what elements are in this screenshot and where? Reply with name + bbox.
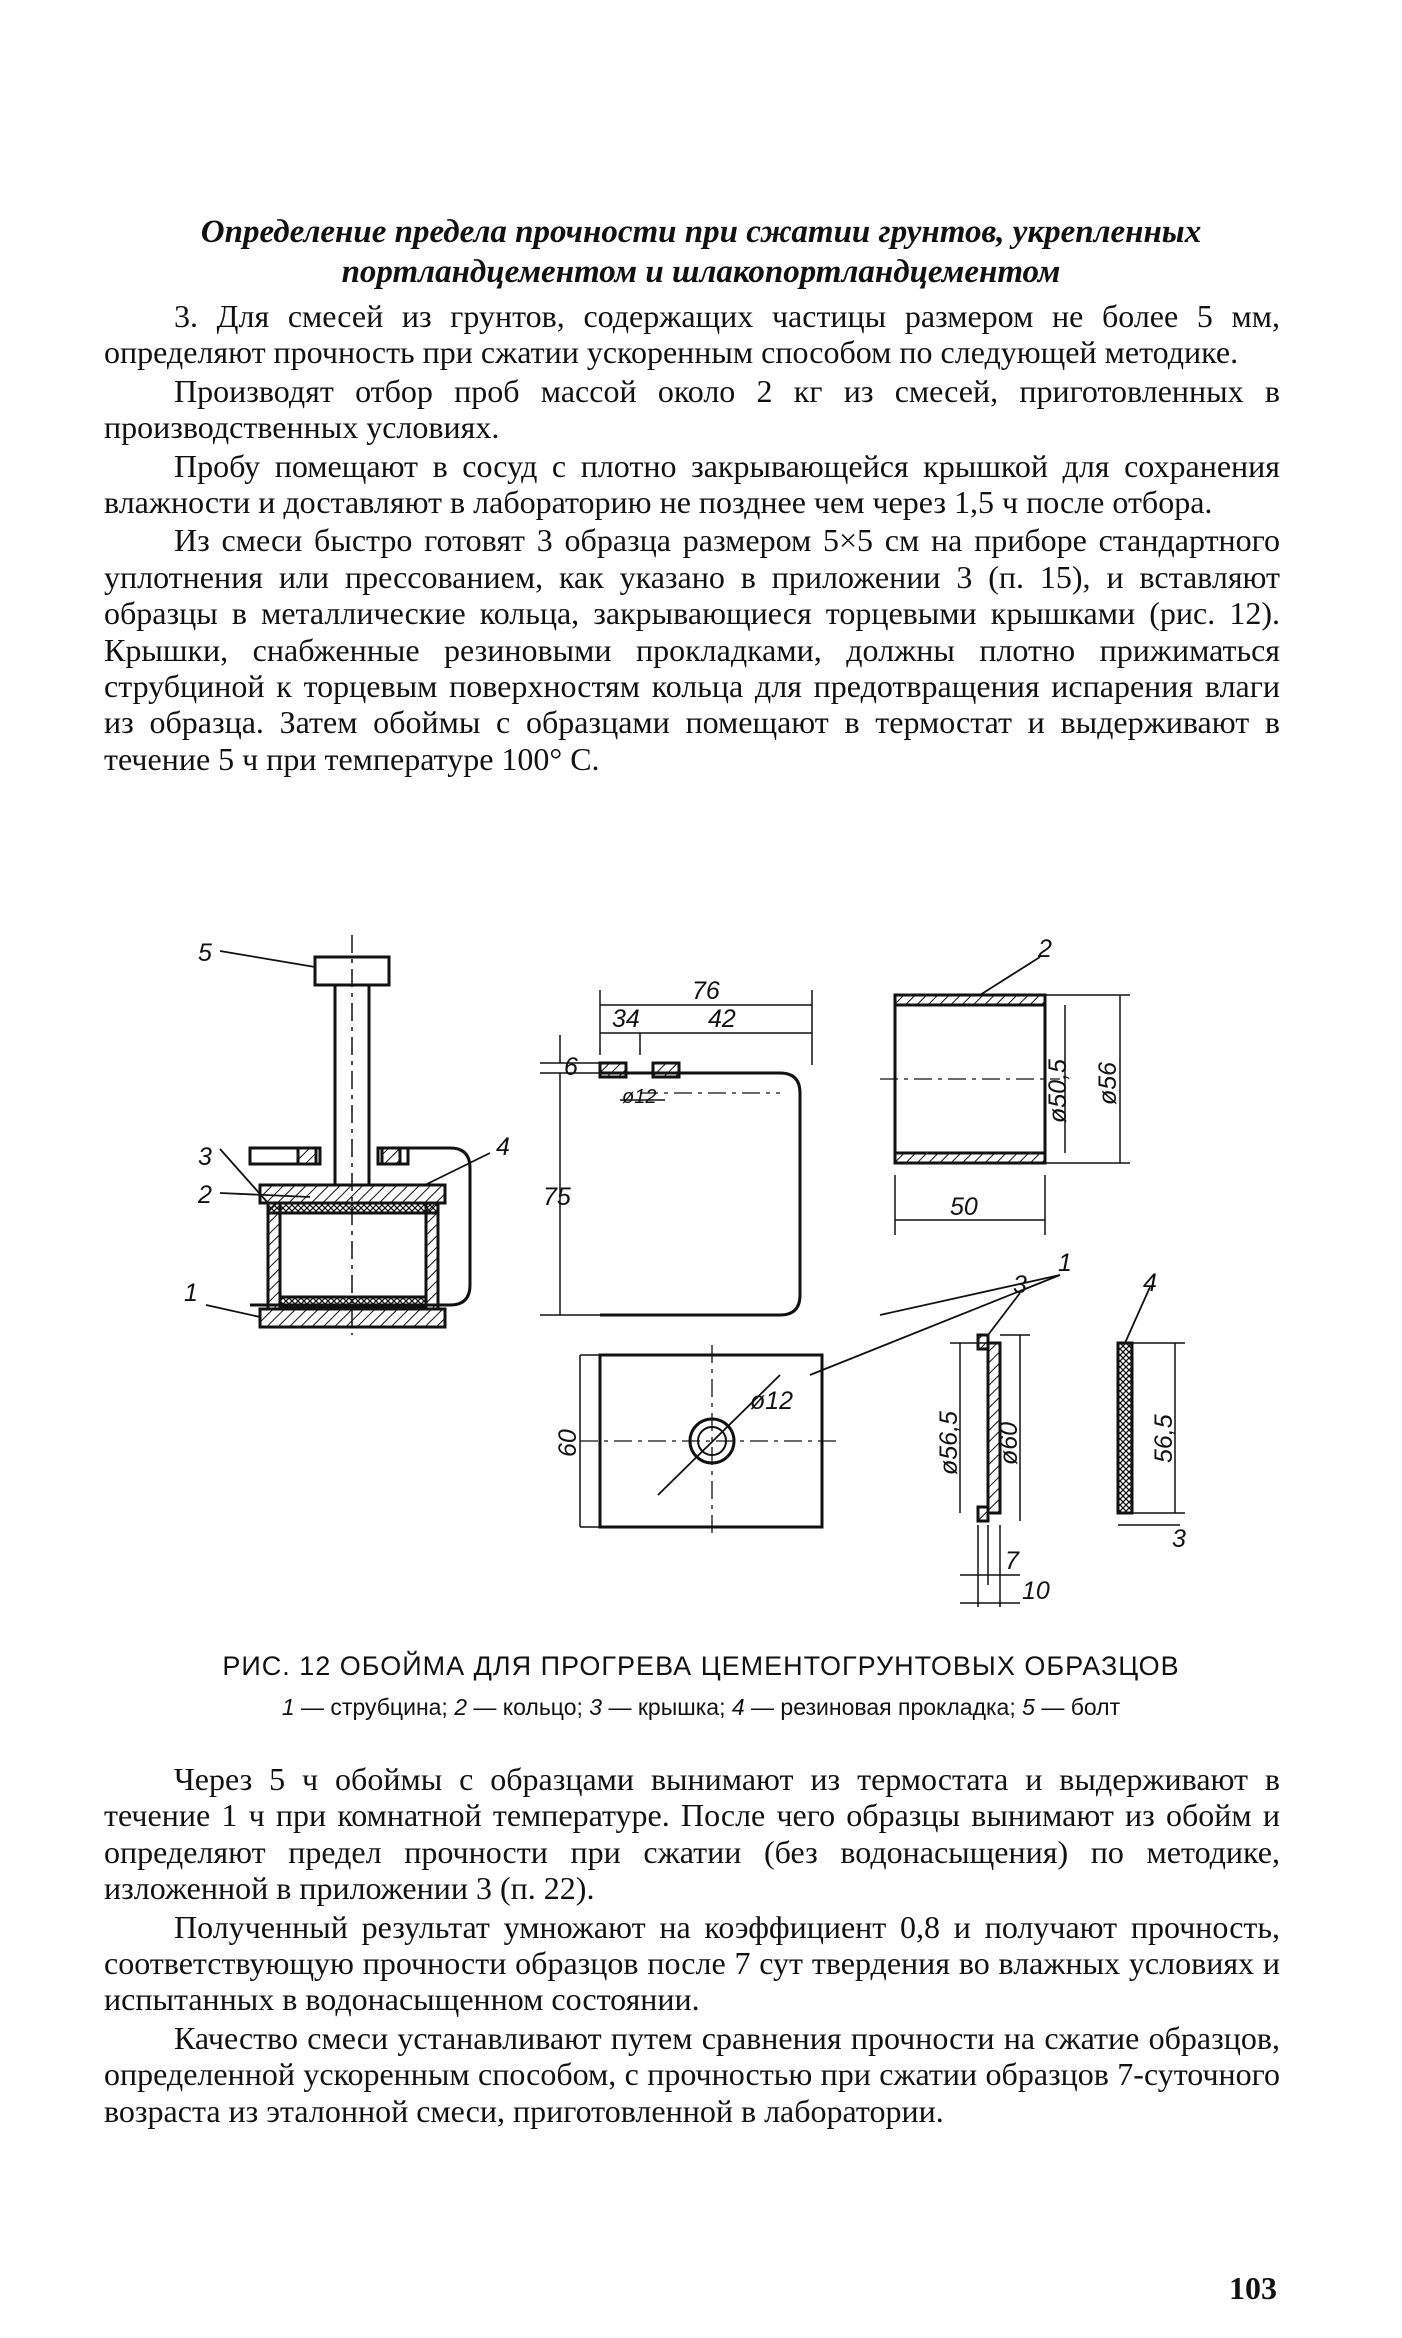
legend-number: 5 xyxy=(1022,1694,1035,1720)
dimension-label: 3 xyxy=(1172,1525,1186,1553)
legend-number: 2 xyxy=(454,1694,468,1720)
paragraph: Полученный результат умножают на коэффициент 0,8 и получают прочность, соответствующую прочности образцов после 7 сут твердения во влажных условиях и испытанных в водонасыщенном состоянии. xyxy=(104,1908,1280,2018)
dimension-label: 10 xyxy=(1022,1577,1050,1605)
callout-4: 4 xyxy=(496,1133,510,1161)
callout-5: 5 xyxy=(198,939,212,967)
callout-2: 2 xyxy=(198,1181,212,1209)
text-block-bottom xyxy=(104,1761,1280,2129)
paragraph: Качество смеси устанавливают путем сравнения прочности на сжатие образцов, определенной ускоренным способом, с прочностью при сжатии образцов 7-суточного возраста из эталонной смеси, приготовленной в лаборатории. xyxy=(104,2019,1280,2129)
callout-3-lid: 3 xyxy=(1013,1271,1027,1299)
callout-4-gasket: 4 xyxy=(1143,1269,1157,1297)
dimension-label: 7 xyxy=(1005,1547,1019,1575)
assembly-view xyxy=(206,935,490,1335)
section-heading xyxy=(60,212,1342,292)
callout-1: 1 xyxy=(184,1279,198,1307)
dimension-label: 34 xyxy=(612,1005,640,1033)
legend-number: 4 xyxy=(731,1694,745,1720)
gasket-view xyxy=(1118,1287,1185,1525)
paragraph: Через 5 ч обоймы с образцами вынимают из термостата и выдерживают в течение 1 ч при комнатной температуре. После чего образцы вынимают из обойм и определяют предел прочности при сжатии (без водонасыщения) по методике, изложенной в приложении 3 (п. 22). xyxy=(104,1761,1280,1907)
dimension-label: 76 xyxy=(692,977,720,1005)
dimension-label: 42 xyxy=(708,1005,736,1033)
section-heading-line-1: Определение предела прочности при сжатии грунтов, укрепленных xyxy=(200,214,1202,250)
legend-text: — резиновая прокладка; xyxy=(744,1694,1023,1720)
section-heading-line-2: портландцементом и шлакопортландцементом xyxy=(341,254,1061,290)
ring-view xyxy=(880,957,1130,1235)
technical-drawing xyxy=(160,935,1260,1625)
dimension-label: 56,5 xyxy=(1150,1414,1178,1463)
page-number: 103 xyxy=(1229,2270,1277,2306)
legend-text: — крышка; xyxy=(602,1694,732,1720)
dimension-label: ø50,5 xyxy=(1044,1059,1072,1123)
figure-caption-legend xyxy=(100,1694,1302,1721)
paragraph: Пробу помещают в сосуд с плотно закрывающейся крышкой для сохранения влажности и доставляют в лабораторию не позднее чем через 1,5 ч после отбора. xyxy=(104,447,1280,521)
paragraph: Производят отбор проб массой около 2 кг из смесей, приготовленных в производственных условиях. xyxy=(104,372,1280,446)
figure-12 xyxy=(160,935,1260,1625)
paragraph: 3. Для смесей из грунтов, содержащих частицы размером не более 5 мм, определяют прочность при сжатии ускоренным способом по следующей методике. xyxy=(104,298,1280,371)
dimension-label: ø60 xyxy=(995,1421,1023,1465)
callout-2-ring: 2 xyxy=(1038,935,1052,963)
legend-number: 1 xyxy=(281,1694,295,1720)
clamp-front-view xyxy=(540,990,812,1315)
dimension-label: ø56,5 xyxy=(935,1411,963,1475)
dimension-label: ø56 xyxy=(1094,1061,1122,1105)
dimension-label: 50 xyxy=(950,1193,978,1221)
dimension-label: ø12 xyxy=(622,1086,657,1108)
dimension-label: ø12 xyxy=(750,1387,794,1415)
callout-3: 3 xyxy=(198,1143,212,1171)
legend-text: — болт xyxy=(1034,1694,1121,1720)
dimension-label: 60 xyxy=(554,1429,582,1457)
text-block-top xyxy=(104,298,1280,777)
legend-text: — кольцо; xyxy=(467,1694,590,1720)
figure-caption-title: РИС. 12 ОБОЙМА ДЛЯ ПРОГРЕВА ЦЕМЕНТОГРУНТОВЫХ ОБРАЗЦОВ xyxy=(222,1651,1180,1681)
dimension-label: 75 xyxy=(543,1183,571,1211)
callout-1-clamp: 1 xyxy=(1058,1249,1072,1277)
legend-text: — струбцина; xyxy=(294,1694,455,1720)
dimension-label: 6 xyxy=(564,1053,578,1081)
paragraph: Из смеси быстро готовят 3 образца размером 5×5 см на приборе стандартного уплотнения или прессованием, как указано в приложении 3 (п. 15), и вставляют образцы в металлические кольца, закрывающиеся торцевыми крышками (рис. 12). Крышки, снабженные резиновыми прокладками, должны плотно прижиматься струбциной к торцевым поверхностям кольца для предотвращения испарения влаги из образца. Затем обоймы с образцами помещают в термостат и выдерживают в течение 5 ч при температуре 100° С. xyxy=(104,522,1280,777)
legend-number: 3 xyxy=(589,1694,603,1720)
